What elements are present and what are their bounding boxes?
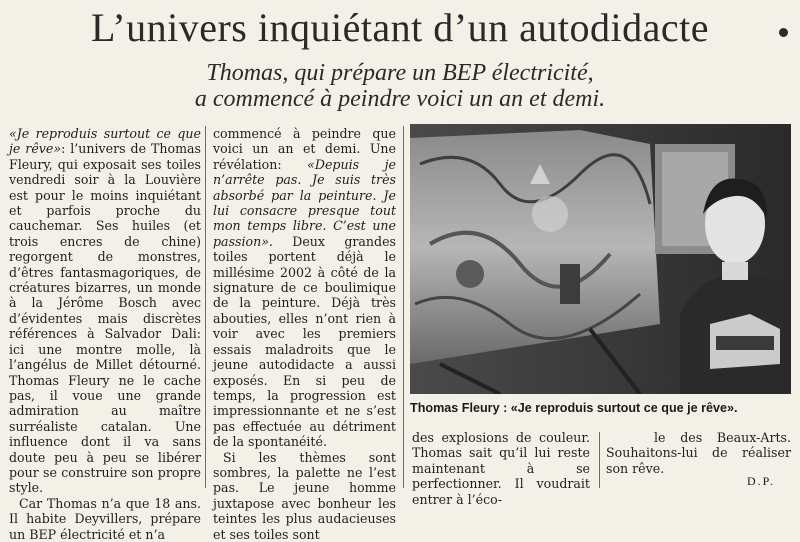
article-column-2 bbox=[213, 126, 396, 542]
article-column-3 bbox=[412, 430, 590, 507]
headline: L’univers inquiétant d’un autodidacte bbox=[91, 5, 709, 50]
subhead-line-2: a commencé à peindre voici un an et demi. bbox=[194, 86, 606, 112]
headline-bullet bbox=[779, 28, 788, 37]
column-2-paragraph-2: Si les thèmes sont sombres, la palette ne l’est pas. Le jeune homme juxtapose avec bonheur les teintes les plus audacieuses et ses toiles sont bbox=[213, 449, 396, 542]
opening-quote: «Je reproduis surtout ce que je rêve» bbox=[9, 126, 201, 157]
photo-caption bbox=[410, 400, 791, 416]
author-signature: D.P. bbox=[747, 474, 776, 488]
column-rule-2 bbox=[403, 126, 404, 488]
caption-name: Thomas Fleury : bbox=[410, 401, 508, 415]
article-photo bbox=[410, 124, 791, 394]
thomas-quote: «Depuis je n’arrête pas. Je suis très absorbé par la peinture. Je lui consacre presque tout mon temps libre. C’est une passion». bbox=[213, 156, 397, 249]
article-column-4 bbox=[606, 430, 791, 476]
column-rule-1 bbox=[205, 126, 206, 488]
photo-illustration bbox=[410, 124, 791, 394]
column-2-text-start: commencé à peindre que voici un an et demi. Une révélation: bbox=[213, 126, 396, 172]
painting bbox=[410, 130, 660, 364]
column-1-paragraph-2: Car Thomas n’a que 18 ans. Il habite Deyvillers, prépare un BEP électricité et n’a bbox=[9, 495, 201, 542]
column-rule-3 bbox=[599, 432, 600, 488]
caption-quote: «Je reproduis surtout ce que je rêve». bbox=[510, 401, 738, 415]
subhead bbox=[110, 60, 690, 112]
column-1-text-1: : l’univers de Thomas Fleury, qui exposait ses toiles vendredi soir à la Louvière est pour le moins inquiétant et parfois proche du cauchemar. Ses huiles (et trois encres de chine) regorgent de monstres, d’êtres fantasmagoriques, de créatures bizarres, un monde à la Jérôme Bosch avec d’évidentes mais discrètes références à Salvador Dali: ici une montre molle, là l’angélus de Millet détourné. Thomas Fleury ne le cache pas, il voue une grande admiration au maître surréaliste catalan. Une influence dont il va sans doute peu à peu se libérer pour se construire son propre style. bbox=[9, 141, 202, 496]
column-1-paragraph-1 bbox=[9, 126, 201, 496]
column-2-text-end: Deux grandes toiles portent déjà le millésime 2002 à côté de la signature de ce boulimique de la peinture. Déjà très abouties, elles n’ont rien à voir avec les premiers essais maladroits que le jeune autodidacte a aussi exposés. En si peu de temps, la progression est impressionnante et ne s’est pas effectuée au détriment de la spontanéité. bbox=[213, 233, 396, 450]
column-4-paragraph: le des Beaux-Arts. Souhaitons-lui de réaliser son rêve. bbox=[606, 430, 791, 476]
column-2-paragraph-1 bbox=[213, 126, 396, 450]
column-3-paragraph: des explosions de couleur. Thomas sait qu’il lui reste maintenant à se perfectionner. Il voudrait entrer à l’éco- bbox=[412, 430, 590, 507]
article-column-1 bbox=[9, 126, 201, 542]
subhead-line-1: Thomas, qui prépare un BEP électricité, bbox=[206, 60, 594, 86]
